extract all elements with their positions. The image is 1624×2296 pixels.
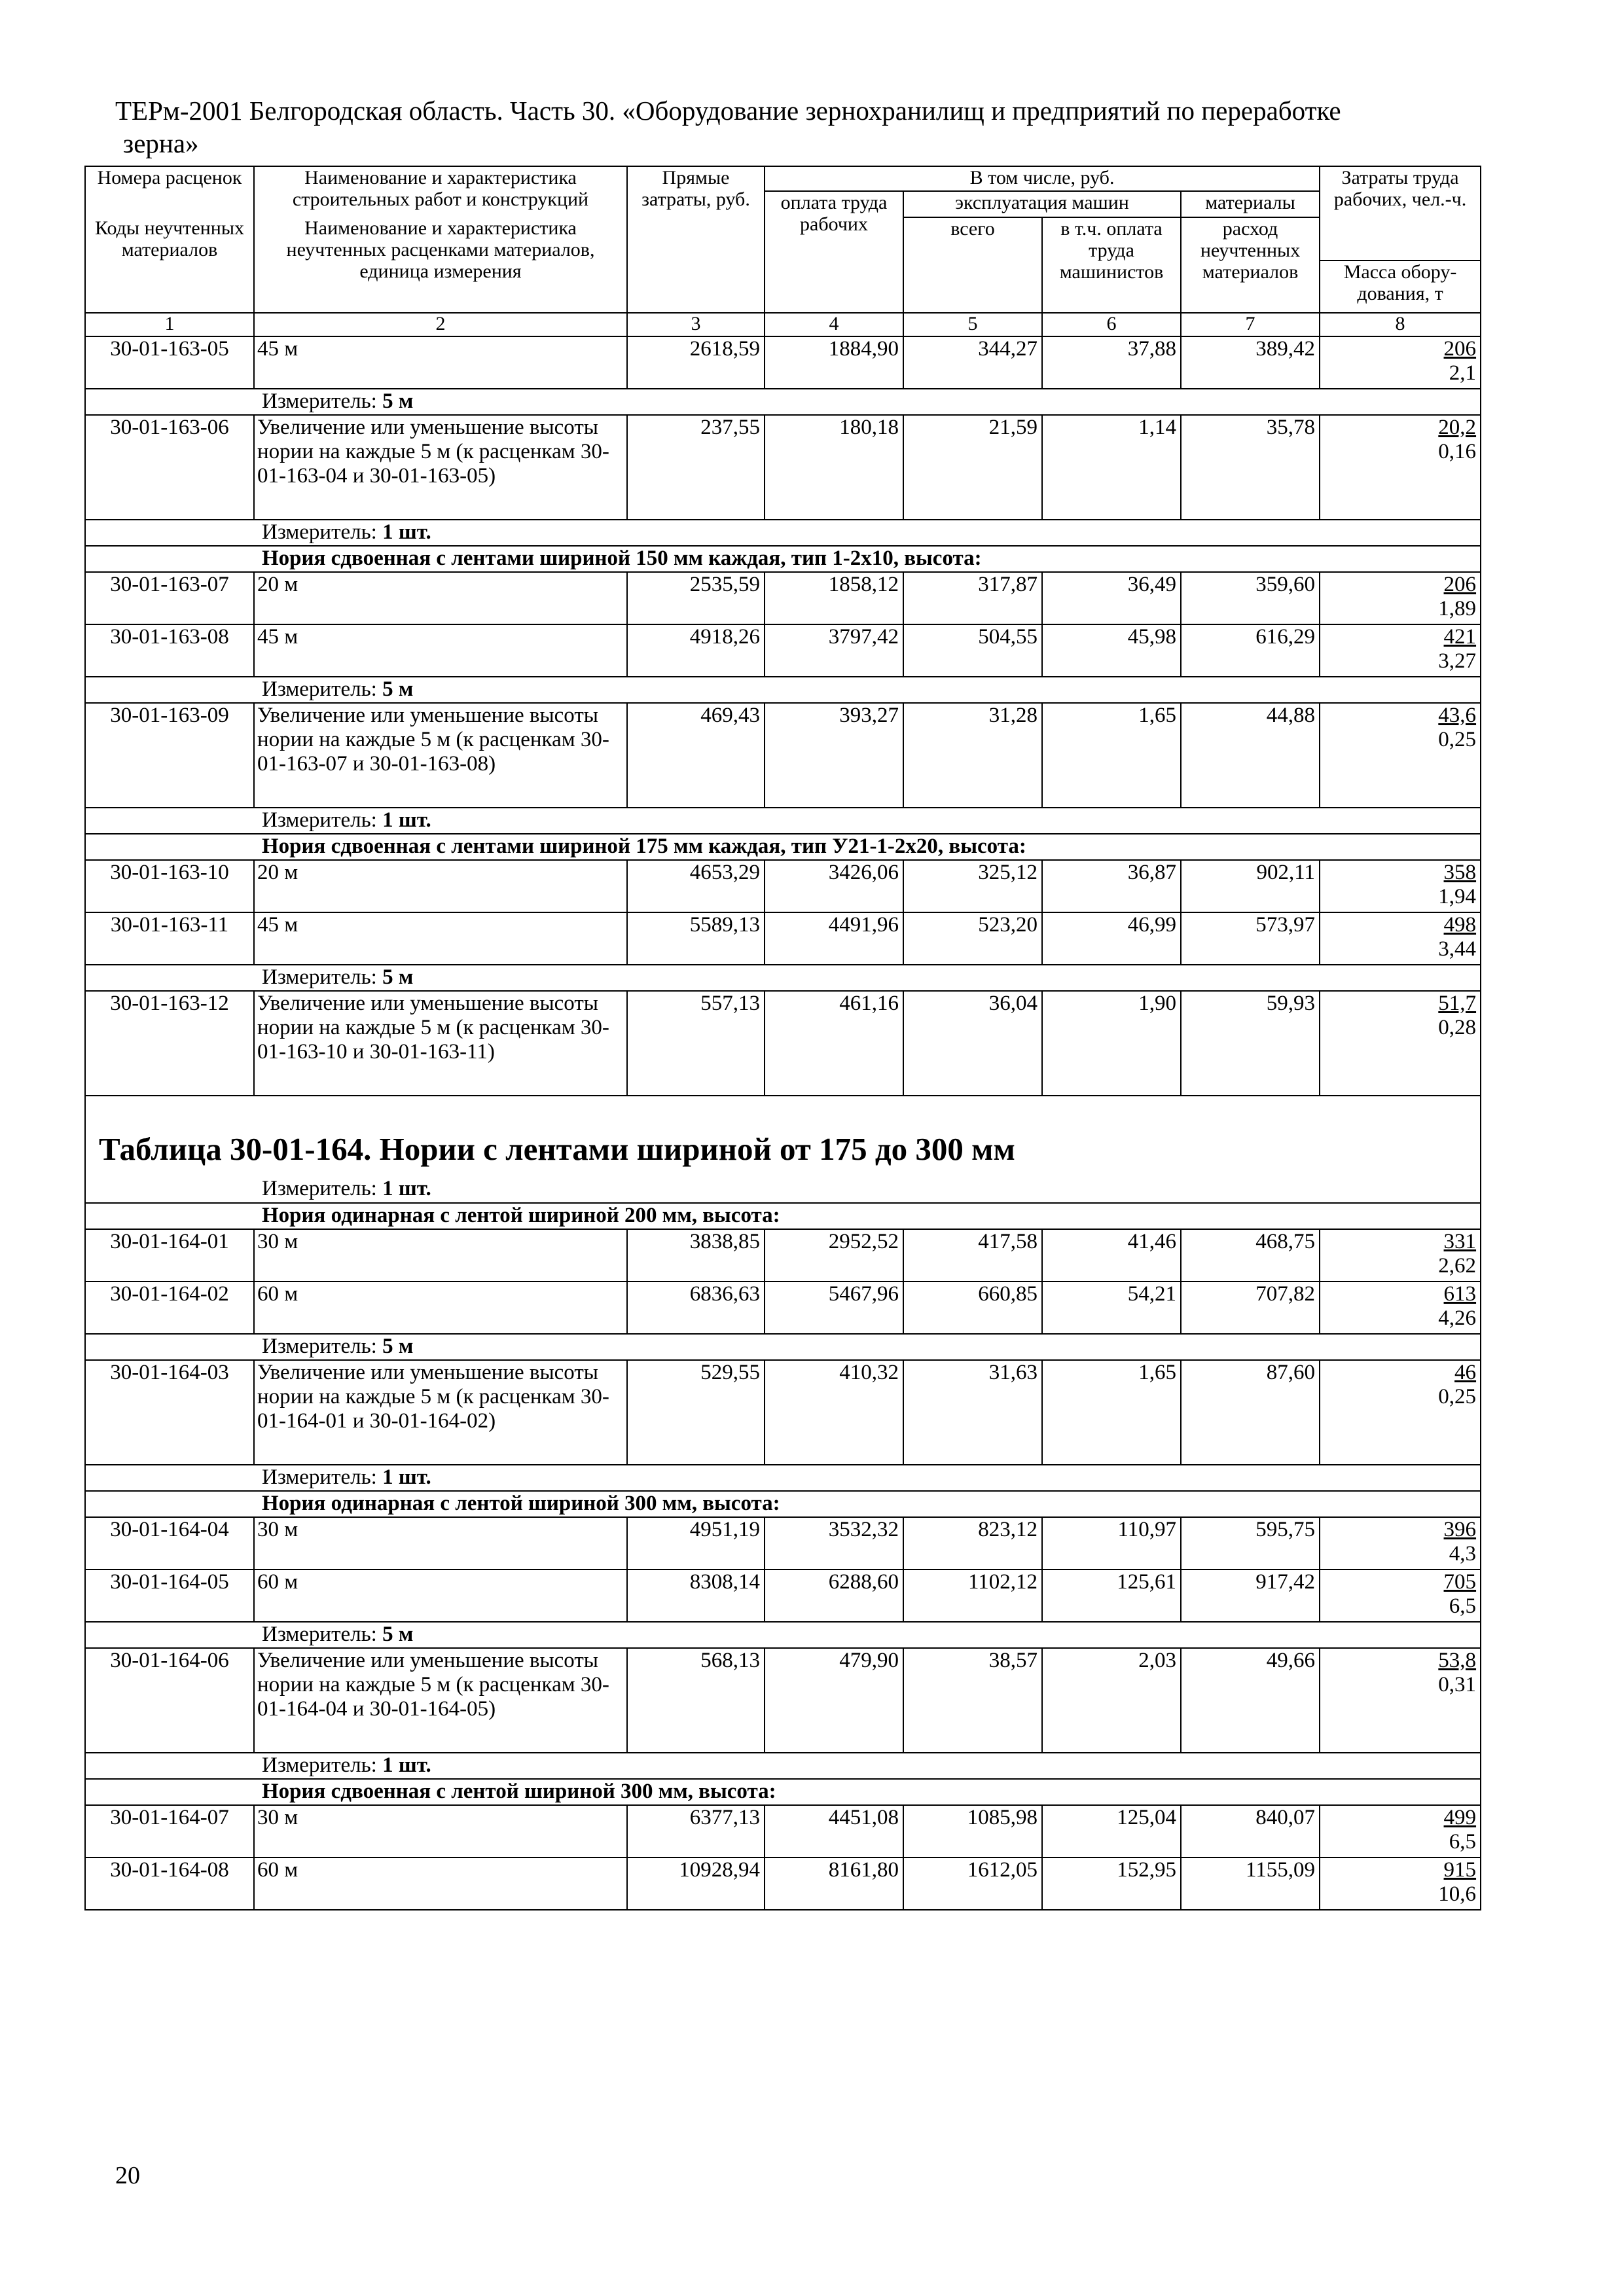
measure-empty xyxy=(85,1753,254,1779)
measure-empty xyxy=(85,808,254,834)
direct-costs: 6377,13 xyxy=(627,1805,765,1857)
measure-row xyxy=(85,677,1481,703)
measure-empty xyxy=(85,389,254,415)
operator-pay: 110,97 xyxy=(1042,1517,1181,1570)
labor-and-mass xyxy=(1320,624,1481,677)
labor-hours: 20,2 xyxy=(1438,416,1477,439)
col-header-uncounted-name: Наименование и характеристика неучтенных расценками материалов, единица измерения xyxy=(254,217,627,313)
col-header-machines: эксплуатация машин xyxy=(903,191,1181,217)
equipment-mass: 0,28 xyxy=(1438,1016,1477,1039)
equipment-mass: 6,5 xyxy=(1449,1830,1477,1854)
table-row xyxy=(85,703,1481,808)
column-number: 6 xyxy=(1042,313,1181,336)
machines-total: 344,27 xyxy=(903,336,1042,389)
work-name: 30 м xyxy=(254,1517,627,1570)
work-name: Увеличение или уменьшение высоты нории на каждые 5 м (к расценкам 30-01-164-01 и 30-01-164-02) xyxy=(254,1360,627,1465)
operator-pay: 125,04 xyxy=(1042,1805,1181,1857)
rate-code: 30-01-163-12 xyxy=(85,991,254,1096)
work-name: Увеличение или уменьшение высоты нории на каждые 5 м (к расценкам 30-01-163-10 и 30-01-163-11) xyxy=(254,991,627,1096)
labor-and-mass xyxy=(1320,991,1481,1096)
group-title: Нория сдвоенная с лентой шириной 300 мм, высота: xyxy=(254,1779,1481,1805)
group-row xyxy=(85,1203,1481,1229)
labor-and-mass xyxy=(1320,1360,1481,1465)
worker-pay: 461,16 xyxy=(765,991,903,1096)
table-row xyxy=(85,572,1481,624)
table-row xyxy=(85,1648,1481,1753)
equipment-mass: 6,5 xyxy=(1449,1594,1477,1618)
labor-and-mass xyxy=(1320,336,1481,389)
operator-pay: 41,46 xyxy=(1042,1229,1181,1282)
equipment-mass: 0,31 xyxy=(1438,1673,1477,1696)
work-name: 45 м xyxy=(254,336,627,389)
measure-label: Измеритель: xyxy=(262,1177,383,1200)
col-header-materials: материалы xyxy=(1181,191,1320,217)
measure-unit xyxy=(254,1465,1481,1491)
measure-empty xyxy=(85,677,254,703)
col-header-uncounted-codes: Коды неучтенных материалов xyxy=(85,217,254,313)
col-header-operator-pay: в т.ч. оплата труда машинистов xyxy=(1042,217,1181,313)
work-name: 45 м xyxy=(254,912,627,965)
labor-and-mass xyxy=(1320,572,1481,624)
materials-cost: 1155,09 xyxy=(1181,1857,1320,1910)
equipment-mass: 1,94 xyxy=(1438,885,1477,908)
operator-pay: 1,14 xyxy=(1042,415,1181,520)
table-title: Таблица 30-01-164. Нории с лентами шириной от 175 до 300 мм xyxy=(85,1096,1481,1177)
measure-row xyxy=(85,1465,1481,1491)
worker-pay: 479,90 xyxy=(765,1648,903,1753)
operator-pay: 125,61 xyxy=(1042,1570,1181,1622)
direct-costs: 557,13 xyxy=(627,991,765,1096)
direct-costs: 4918,26 xyxy=(627,624,765,677)
materials-cost: 49,66 xyxy=(1181,1648,1320,1753)
rate-code: 30-01-164-03 xyxy=(85,1360,254,1465)
materials-cost: 359,60 xyxy=(1181,572,1320,624)
rates-table xyxy=(84,166,1481,1910)
table-row xyxy=(85,1360,1481,1465)
equipment-mass: 2,62 xyxy=(1438,1254,1477,1278)
equipment-mass: 1,89 xyxy=(1438,597,1477,620)
col-header-labor-hours: Затраты труда рабочих, чел.-ч. xyxy=(1320,166,1481,260)
labor-hours: 396 xyxy=(1443,1518,1477,1541)
materials-cost: 59,93 xyxy=(1181,991,1320,1096)
labor-hours: 43,6 xyxy=(1438,704,1477,727)
measure-value: 1 шт. xyxy=(382,1177,431,1200)
table-row xyxy=(85,1517,1481,1570)
machines-total: 31,63 xyxy=(903,1360,1042,1465)
rate-code: 30-01-163-11 xyxy=(85,912,254,965)
measure-unit xyxy=(254,389,1481,415)
measure-value: 1 шт. xyxy=(382,1753,431,1777)
page-number: 20 xyxy=(115,2162,140,2189)
column-number: 1 xyxy=(85,313,254,336)
work-name: 45 м xyxy=(254,624,627,677)
materials-cost: 87,60 xyxy=(1181,1360,1320,1465)
labor-hours: 421 xyxy=(1443,625,1477,649)
worker-pay: 180,18 xyxy=(765,415,903,520)
measure-row xyxy=(85,1334,1481,1360)
materials-cost: 44,88 xyxy=(1181,703,1320,808)
measure-empty xyxy=(85,1334,254,1360)
worker-pay: 4491,96 xyxy=(765,912,903,965)
group-title: Нория одинарная с лентой шириной 200 мм, высота: xyxy=(254,1203,1481,1229)
labor-hours: 53,8 xyxy=(1438,1649,1477,1672)
measure-row xyxy=(85,520,1481,546)
column-number: 8 xyxy=(1320,313,1481,336)
measure-unit xyxy=(254,677,1481,703)
labor-hours: 915 xyxy=(1443,1858,1477,1882)
materials-cost: 917,42 xyxy=(1181,1570,1320,1622)
direct-costs: 4653,29 xyxy=(627,860,765,912)
direct-costs: 5589,13 xyxy=(627,912,765,965)
rate-code: 30-01-163-08 xyxy=(85,624,254,677)
measure-empty xyxy=(85,1465,254,1491)
work-name: 60 м xyxy=(254,1857,627,1910)
work-name: 60 м xyxy=(254,1282,627,1334)
col-header-works-name: Наименование и характеристика строительных работ и конструкций xyxy=(254,166,627,217)
measure-row xyxy=(85,1753,1481,1779)
machines-total: 823,12 xyxy=(903,1517,1042,1570)
labor-hours: 613 xyxy=(1443,1282,1477,1306)
col-header-machines-total: всего xyxy=(903,217,1042,313)
measure-value: 5 м xyxy=(382,1335,414,1358)
machines-total: 21,59 xyxy=(903,415,1042,520)
measure-unit xyxy=(254,1753,1481,1779)
equipment-mass: 10,6 xyxy=(1438,1882,1477,1906)
machines-total: 38,57 xyxy=(903,1648,1042,1753)
col-header-direct-costs: Прямые затраты, руб. xyxy=(627,166,765,313)
group-title: Нория сдвоенная с лентами шириной 150 мм каждая, тип 1-2х10, высота: xyxy=(254,546,1481,572)
measure-unit xyxy=(254,520,1481,546)
labor-hours: 358 xyxy=(1443,861,1477,884)
machines-total: 417,58 xyxy=(903,1229,1042,1282)
group-row xyxy=(85,1779,1481,1805)
machines-total: 523,20 xyxy=(903,912,1042,965)
equipment-mass: 2,1 xyxy=(1449,361,1477,385)
worker-pay: 3532,32 xyxy=(765,1517,903,1570)
materials-cost: 902,11 xyxy=(1181,860,1320,912)
materials-cost: 468,75 xyxy=(1181,1229,1320,1282)
measure-label: Измеритель: xyxy=(262,677,383,701)
column-number: 2 xyxy=(254,313,627,336)
measure-value: 5 м xyxy=(382,1623,414,1646)
measure-empty xyxy=(85,965,254,991)
labor-and-mass xyxy=(1320,1282,1481,1334)
equipment-mass: 0,25 xyxy=(1438,1385,1477,1408)
materials-cost: 707,82 xyxy=(1181,1282,1320,1334)
direct-costs: 237,55 xyxy=(627,415,765,520)
worker-pay: 2952,52 xyxy=(765,1229,903,1282)
measure-label: Измеритель: xyxy=(262,1623,383,1646)
measure-value: 1 шт. xyxy=(382,808,431,832)
machines-total: 504,55 xyxy=(903,624,1042,677)
materials-cost: 35,78 xyxy=(1181,415,1320,520)
col-header-including: В том числе, руб. xyxy=(765,166,1320,191)
rate-code: 30-01-163-07 xyxy=(85,572,254,624)
worker-pay: 6288,60 xyxy=(765,1570,903,1622)
measure-label: Измеритель: xyxy=(262,389,383,413)
group-empty xyxy=(85,1203,254,1229)
rate-code: 30-01-164-07 xyxy=(85,1805,254,1857)
measure-empty xyxy=(85,1622,254,1648)
col-header-equipment-mass: Масса обору-дования, т xyxy=(1320,260,1481,313)
table-row xyxy=(85,991,1481,1096)
direct-costs: 529,55 xyxy=(627,1360,765,1465)
measure-unit xyxy=(254,808,1481,834)
labor-hours: 206 xyxy=(1443,573,1477,596)
work-name: Увеличение или уменьшение высоты нории на каждые 5 м (к расценкам 30-01-164-04 и 30-01-164-05) xyxy=(254,1648,627,1753)
table-row xyxy=(85,1857,1481,1910)
column-number: 7 xyxy=(1181,313,1320,336)
machines-total: 1612,05 xyxy=(903,1857,1042,1910)
measure-empty xyxy=(85,1177,254,1203)
materials-cost: 573,97 xyxy=(1181,912,1320,965)
equipment-mass: 3,44 xyxy=(1438,937,1477,961)
labor-hours: 46 xyxy=(1454,1361,1477,1384)
equipment-mass: 3,27 xyxy=(1438,649,1477,673)
work-name: 20 м xyxy=(254,572,627,624)
table-title-row xyxy=(85,1096,1481,1177)
table-row xyxy=(85,912,1481,965)
group-title: Нория одинарная с лентой шириной 300 мм, высота: xyxy=(254,1491,1481,1517)
group-empty xyxy=(85,1491,254,1517)
direct-costs: 10928,94 xyxy=(627,1857,765,1910)
direct-costs: 2535,59 xyxy=(627,572,765,624)
labor-and-mass xyxy=(1320,1648,1481,1753)
col-header-rate-numbers: Номера расценок xyxy=(85,166,254,217)
table-row xyxy=(85,415,1481,520)
materials-cost: 595,75 xyxy=(1181,1517,1320,1570)
work-name: 30 м xyxy=(254,1229,627,1282)
direct-costs: 469,43 xyxy=(627,703,765,808)
measure-label: Измеритель: xyxy=(262,1335,383,1358)
col-header-worker-pay: оплата труда рабочих xyxy=(765,191,903,313)
work-name: Увеличение или уменьшение высоты нории на каждые 5 м (к расценкам 30-01-163-04 и 30-01-163-05) xyxy=(254,415,627,520)
table-row xyxy=(85,336,1481,389)
worker-pay: 1858,12 xyxy=(765,572,903,624)
direct-costs: 8308,14 xyxy=(627,1570,765,1622)
equipment-mass: 0,25 xyxy=(1438,728,1477,751)
labor-and-mass xyxy=(1320,703,1481,808)
measure-value: 5 м xyxy=(382,965,414,989)
table-row xyxy=(85,624,1481,677)
labor-and-mass xyxy=(1320,860,1481,912)
measure-value: 1 шт. xyxy=(382,520,431,544)
labor-and-mass xyxy=(1320,912,1481,965)
measure-unit xyxy=(254,1622,1481,1648)
operator-pay: 36,87 xyxy=(1042,860,1181,912)
header-line-1: ТЕРм-2001 Белгородская область. Часть 30. «Оборудование зернохранилищ и предприятий по переработке xyxy=(115,96,1341,126)
equipment-mass: 0,16 xyxy=(1438,440,1477,463)
direct-costs: 3838,85 xyxy=(627,1229,765,1282)
measure-label: Измеритель: xyxy=(262,1465,383,1489)
table-row xyxy=(85,1570,1481,1622)
table-row xyxy=(85,1282,1481,1334)
rate-code: 30-01-163-10 xyxy=(85,860,254,912)
rate-code: 30-01-164-05 xyxy=(85,1570,254,1622)
worker-pay: 4451,08 xyxy=(765,1805,903,1857)
group-empty xyxy=(85,834,254,860)
group-title: Нория сдвоенная с лентами шириной 175 мм каждая, тип У21-1-2х20, высота: xyxy=(254,834,1481,860)
measure-unit xyxy=(254,965,1481,991)
machines-total: 317,87 xyxy=(903,572,1042,624)
direct-costs: 568,13 xyxy=(627,1648,765,1753)
direct-costs: 4951,19 xyxy=(627,1517,765,1570)
measure-row xyxy=(85,808,1481,834)
measure-label: Измеритель: xyxy=(262,1753,383,1777)
group-empty xyxy=(85,546,254,572)
machines-total: 36,04 xyxy=(903,991,1042,1096)
measure-label: Измеритель: xyxy=(262,808,383,832)
measure-label: Измеритель: xyxy=(262,965,383,989)
column-number: 3 xyxy=(627,313,765,336)
work-name: Увеличение или уменьшение высоты нории на каждые 5 м (к расценкам 30-01-163-07 и 30-01-163-08) xyxy=(254,703,627,808)
machines-total: 660,85 xyxy=(903,1282,1042,1334)
worker-pay: 5467,96 xyxy=(765,1282,903,1334)
measure-row xyxy=(85,1177,1481,1203)
column-number: 5 xyxy=(903,313,1042,336)
labor-and-mass xyxy=(1320,1857,1481,1910)
labor-hours: 705 xyxy=(1443,1570,1477,1594)
rate-code: 30-01-163-09 xyxy=(85,703,254,808)
materials-cost: 389,42 xyxy=(1181,336,1320,389)
worker-pay: 410,32 xyxy=(765,1360,903,1465)
labor-and-mass xyxy=(1320,1570,1481,1622)
work-name: 60 м xyxy=(254,1570,627,1622)
group-row xyxy=(85,1491,1481,1517)
rate-code: 30-01-163-06 xyxy=(85,415,254,520)
operator-pay: 1,65 xyxy=(1042,703,1181,808)
labor-and-mass xyxy=(1320,1517,1481,1570)
measure-row xyxy=(85,389,1481,415)
operator-pay: 37,88 xyxy=(1042,336,1181,389)
measure-row xyxy=(85,1622,1481,1648)
measure-value: 5 м xyxy=(382,677,414,701)
measure-unit xyxy=(254,1334,1481,1360)
operator-pay: 152,95 xyxy=(1042,1857,1181,1910)
operator-pay: 1,65 xyxy=(1042,1360,1181,1465)
rate-code: 30-01-164-02 xyxy=(85,1282,254,1334)
operator-pay: 54,21 xyxy=(1042,1282,1181,1334)
col-header-uncounted-materials: расход неучтенных материалов xyxy=(1181,217,1320,313)
direct-costs: 2618,59 xyxy=(627,336,765,389)
rate-code: 30-01-164-06 xyxy=(85,1648,254,1753)
page-header xyxy=(115,94,1464,160)
materials-cost: 616,29 xyxy=(1181,624,1320,677)
group-empty xyxy=(85,1779,254,1805)
rate-code: 30-01-163-05 xyxy=(85,336,254,389)
operator-pay: 2,03 xyxy=(1042,1648,1181,1753)
rate-code: 30-01-164-04 xyxy=(85,1517,254,1570)
labor-and-mass xyxy=(1320,1229,1481,1282)
equipment-mass: 4,26 xyxy=(1438,1306,1477,1330)
worker-pay: 1884,90 xyxy=(765,336,903,389)
measure-empty xyxy=(85,520,254,546)
labor-hours: 498 xyxy=(1443,913,1477,937)
equipment-mass: 4,3 xyxy=(1449,1542,1477,1566)
labor-and-mass xyxy=(1320,1805,1481,1857)
measure-unit xyxy=(254,1177,1481,1203)
machines-total: 325,12 xyxy=(903,860,1042,912)
labor-hours: 51,7 xyxy=(1438,992,1477,1015)
measure-value: 5 м xyxy=(382,389,414,413)
labor-hours: 499 xyxy=(1443,1806,1477,1829)
machines-total: 1102,12 xyxy=(903,1570,1042,1622)
header-line-2: зерна» xyxy=(123,128,199,158)
direct-costs: 6836,63 xyxy=(627,1282,765,1334)
group-row xyxy=(85,546,1481,572)
labor-hours: 331 xyxy=(1443,1230,1477,1253)
measure-label: Измеритель: xyxy=(262,520,383,544)
labor-and-mass xyxy=(1320,415,1481,520)
worker-pay: 3797,42 xyxy=(765,624,903,677)
operator-pay: 46,99 xyxy=(1042,912,1181,965)
labor-hours: 206 xyxy=(1443,337,1477,361)
column-number: 4 xyxy=(765,313,903,336)
table-row xyxy=(85,860,1481,912)
machines-total: 31,28 xyxy=(903,703,1042,808)
worker-pay: 393,27 xyxy=(765,703,903,808)
measure-row xyxy=(85,965,1481,991)
rate-code: 30-01-164-08 xyxy=(85,1857,254,1910)
group-row xyxy=(85,834,1481,860)
machines-total: 1085,98 xyxy=(903,1805,1042,1857)
rate-code: 30-01-164-01 xyxy=(85,1229,254,1282)
materials-cost: 840,07 xyxy=(1181,1805,1320,1857)
operator-pay: 45,98 xyxy=(1042,624,1181,677)
table-row xyxy=(85,1805,1481,1857)
measure-value: 1 шт. xyxy=(382,1465,431,1489)
operator-pay: 36,49 xyxy=(1042,572,1181,624)
work-name: 20 м xyxy=(254,860,627,912)
work-name: 30 м xyxy=(254,1805,627,1857)
operator-pay: 1,90 xyxy=(1042,991,1181,1096)
worker-pay: 3426,06 xyxy=(765,860,903,912)
worker-pay: 8161,80 xyxy=(765,1857,903,1910)
table-row xyxy=(85,1229,1481,1282)
